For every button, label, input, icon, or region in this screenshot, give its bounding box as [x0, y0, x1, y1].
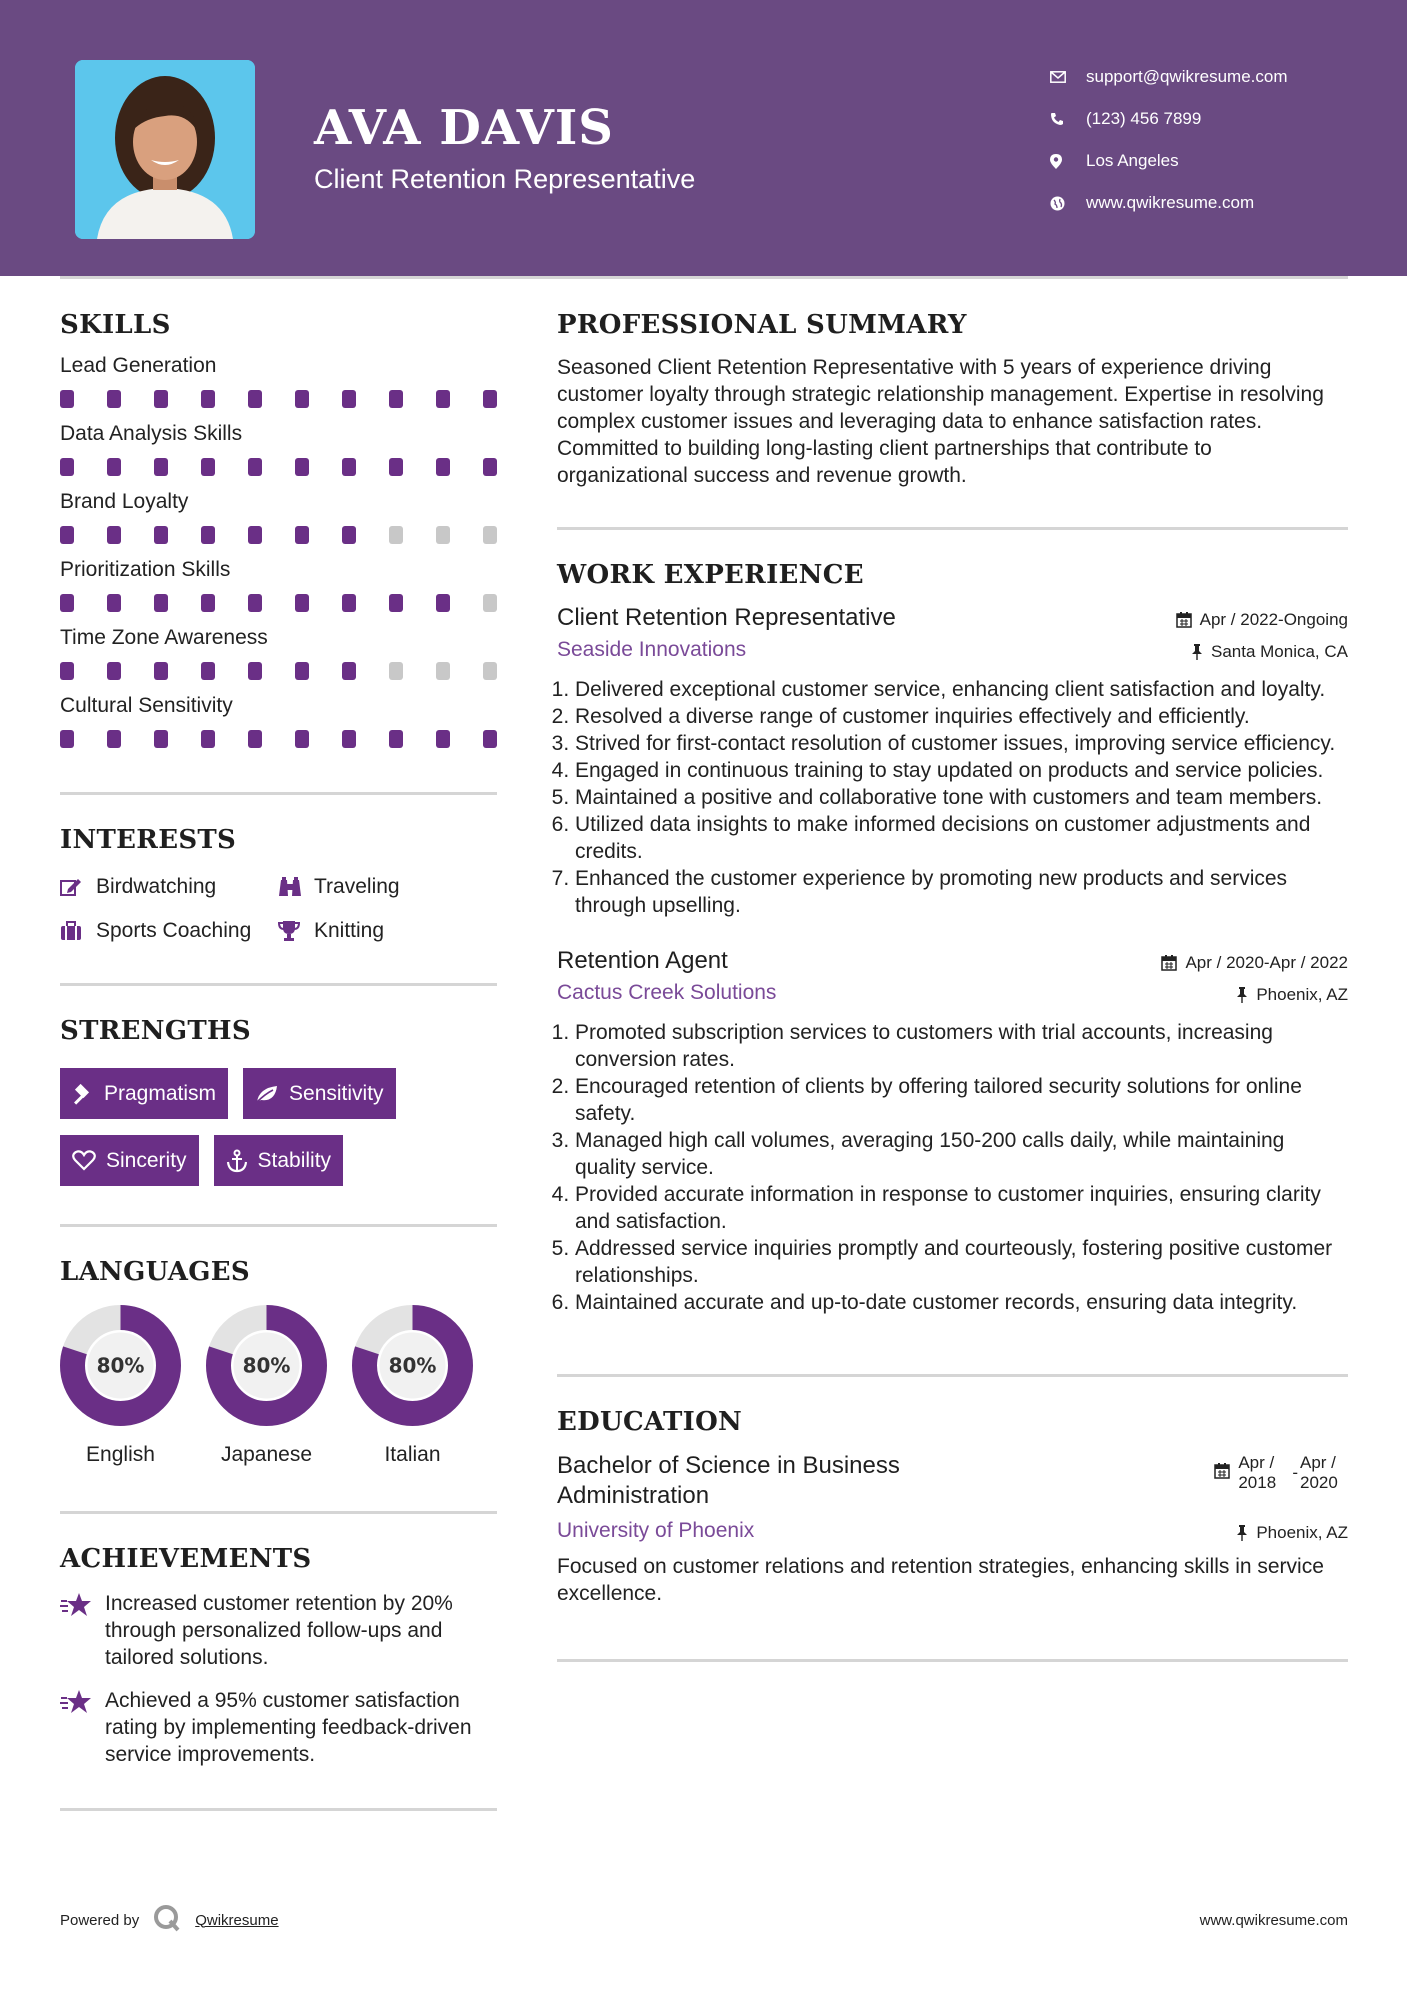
- education-school: University of Phoenix: [557, 1519, 755, 1542]
- skill-dot-filled: [201, 730, 215, 748]
- phone-icon: [1050, 112, 1086, 126]
- job-header: [557, 947, 1348, 975]
- skill-rating: [60, 662, 497, 680]
- strength-badge: [60, 1135, 199, 1186]
- skill-dot-filled: [60, 730, 74, 748]
- skill-dot-filled: [295, 458, 309, 476]
- language-progress-ring: [60, 1305, 181, 1426]
- job-bullet: 3. Managed high call volumes, averaging 150-200 calls daily, while maintaining quality service.: [575, 1127, 1348, 1181]
- skill-dot-filled: [154, 526, 168, 544]
- skill-dot-filled: [248, 662, 262, 680]
- map-pin-icon: [1050, 154, 1086, 169]
- job-bullet: 5. Maintained a positive and collaborative tone with customers and team members.: [575, 784, 1348, 811]
- job-company: Seaside Innovations: [557, 638, 747, 661]
- education-location: [1236, 1523, 1348, 1543]
- job-bullet: 6. Utilized data insights to make informed decisions on customer adjustments and credits.: [575, 811, 1348, 865]
- footer: [60, 1898, 1348, 1934]
- job-bullet: 3. Strived for first-contact resolution of customer issues, improving service efficiency.: [575, 730, 1348, 757]
- job-bullet: 6. Maintained accurate and up-to-date customer records, ensuring data integrity.: [575, 1289, 1348, 1316]
- anchor-icon: [226, 1149, 248, 1173]
- pushpin-icon: [1236, 987, 1248, 1003]
- contact-website-text: www.qwikresume.com: [1086, 193, 1255, 212]
- strength-badge: [60, 1068, 228, 1119]
- job-location-text: Phoenix, AZ: [1256, 985, 1348, 1004]
- skills-heading: SKILLS: [60, 310, 171, 340]
- experience-heading: WORK EXPERIENCE: [557, 560, 864, 590]
- skill-dot-filled: [60, 594, 74, 612]
- briefcase-icon: [60, 921, 96, 941]
- interest-label: Traveling: [314, 875, 400, 898]
- pushpin-icon: [1236, 1525, 1248, 1541]
- powered-by: [60, 1904, 279, 1936]
- contact-phone-text: (123) 456 7899: [1086, 109, 1202, 128]
- strength-label: Stability: [257, 1148, 332, 1172]
- skill-dot-filled: [107, 730, 121, 748]
- skill-dot-filled: [342, 662, 356, 680]
- section-divider: [60, 1224, 497, 1227]
- skill-dot-filled: [342, 526, 356, 544]
- contact-phone[interactable]: [1050, 98, 1370, 140]
- job-entry: [557, 947, 1348, 1316]
- section-divider: [557, 1374, 1348, 1377]
- star-icon: [60, 1590, 105, 1671]
- job-bullet: 7. Enhanced the customer experience by promoting new products and services through upselling.: [575, 865, 1348, 919]
- languages-heading: LANGUAGES: [60, 1257, 250, 1287]
- language-progress-ring: [352, 1305, 473, 1426]
- language-name: English: [86, 1443, 155, 1466]
- star-icon: [60, 1687, 105, 1768]
- skill-dot-filled: [483, 390, 497, 408]
- job-dates: [1161, 953, 1348, 973]
- interests-list: [60, 875, 497, 943]
- skill-dot-filled: [295, 662, 309, 680]
- skill-dot-filled: [107, 390, 121, 408]
- skill-dot-filled: [107, 526, 121, 544]
- education-section: [557, 1407, 1348, 1607]
- skill-dot-filled: [248, 730, 262, 748]
- skill-dot-filled: [342, 458, 356, 476]
- job-header: [557, 604, 1348, 632]
- education-subheader: [557, 1519, 1348, 1543]
- heart-icon: [72, 1150, 96, 1171]
- skill-name: Brand Loyalty: [60, 490, 189, 513]
- qwikresume-logo-icon: [153, 1904, 181, 1936]
- achievement-item: [60, 1590, 497, 1671]
- leaf-icon: [255, 1084, 279, 1104]
- languages-section: [60, 1257, 497, 1467]
- footer-url[interactable]: www.qwikresume.com: [1199, 1912, 1348, 1929]
- job-bullet: 2. Encouraged retention of clients by offering tailored security solutions for online safety.: [575, 1073, 1348, 1127]
- left-column: [60, 310, 497, 1811]
- education-description: Focused on customer relations and retention strategies, enhancing skills in service excellence.: [557, 1555, 1324, 1605]
- strength-badge: [214, 1135, 344, 1186]
- resume-header: [0, 0, 1407, 276]
- job-dates-text: Apr / 2020-Apr / 2022: [1185, 953, 1348, 972]
- interest-label: Birdwatching: [96, 875, 217, 898]
- education-location-text: Phoenix, AZ: [1256, 1523, 1348, 1542]
- language-item: [206, 1305, 327, 1467]
- education-date-separator: -: [1292, 1463, 1298, 1482]
- calendar-icon: [1161, 955, 1177, 971]
- job-subheader: [557, 981, 1348, 1005]
- skill-dot-filled: [107, 594, 121, 612]
- skill-dot-filled: [295, 526, 309, 544]
- achievements-section: [60, 1544, 497, 1768]
- languages-list: [60, 1305, 497, 1467]
- achievement-item: [60, 1687, 497, 1768]
- interest-item: [278, 919, 496, 943]
- strengths-list: [60, 1068, 497, 1186]
- skill-name: Lead Generation: [60, 354, 217, 377]
- skill-dot-empty: [436, 662, 450, 680]
- skill-dot-filled: [107, 458, 121, 476]
- skill-dot-filled: [248, 594, 262, 612]
- job-bullet: 1. Delivered exceptional customer service, enhancing client satisfaction and loyalty.: [575, 676, 1348, 703]
- job-bullet: 2. Resolved a diverse range of customer inquiries effectively and efficiently.: [575, 703, 1348, 730]
- skill-dot-filled: [295, 390, 309, 408]
- skill-rating: [60, 458, 497, 476]
- skill-dot-filled: [295, 594, 309, 612]
- skill-dot-filled: [389, 390, 403, 408]
- achievement-text: Achieved a 95% customer satisfaction rating by implementing feedback-driven service improvements.: [105, 1689, 472, 1766]
- gavel-icon: [72, 1083, 94, 1105]
- strength-badge: [243, 1068, 396, 1119]
- skill-rating: [60, 390, 497, 408]
- brand-link[interactable]: Qwikresume: [195, 1911, 279, 1929]
- education-dates: [1214, 1453, 1348, 1493]
- job-dates-text: Apr / 2022-Ongoing: [1199, 610, 1348, 629]
- skill-dot-filled: [201, 594, 215, 612]
- edit-icon: [60, 877, 96, 897]
- job-bullet: 4. Provided accurate information in response to customer inquiries, ensuring clarity and satisfaction.: [575, 1181, 1348, 1235]
- job-entry: [557, 604, 1348, 919]
- skill-name: Data Analysis Skills: [60, 422, 243, 445]
- language-item: [60, 1305, 181, 1467]
- strength-label: Sincerity: [106, 1148, 187, 1172]
- interest-label: Knitting: [314, 919, 385, 942]
- section-divider: [557, 527, 1348, 530]
- job-title: Client Retention Representative: [557, 604, 896, 631]
- language-percent: 80%: [96, 1353, 145, 1378]
- pushpin-icon: [1191, 644, 1203, 660]
- language-percent: 80%: [242, 1353, 291, 1378]
- trophy-icon: [278, 920, 314, 942]
- skill-dot-filled: [342, 730, 356, 748]
- contact-email[interactable]: [1050, 56, 1370, 98]
- skill-dot-filled: [201, 662, 215, 680]
- job-title: Retention Agent: [557, 947, 728, 974]
- education-degree: Bachelor of Science in Business Administration: [557, 1452, 900, 1509]
- strength-label: Sensitivity: [289, 1081, 384, 1105]
- summary-text: Seasoned Client Retention Representative with 5 years of experience driving customer loyalty through strategic relationship management. Expertise in resolving complex customer issues and leveraging data to enhance satisfaction rates. Committed to building long-lasting client partnerships that contribute to organizational success and revenue growth.: [557, 356, 1324, 487]
- job-bullets: [557, 676, 1348, 919]
- interest-item: [60, 919, 278, 943]
- job-bullet: 1. Promoted subscription services to customers with trial accounts, increasing conversion rates.: [575, 1019, 1348, 1073]
- job-company: Cactus Creek Solutions: [557, 981, 777, 1004]
- skill-dot-empty: [483, 526, 497, 544]
- skill-dot-filled: [60, 390, 74, 408]
- section-divider: [60, 792, 497, 795]
- skill-dot-filled: [436, 594, 450, 612]
- skill-dot-filled: [295, 730, 309, 748]
- skill-dot-filled: [154, 458, 168, 476]
- contact-location-text: Los Angeles: [1086, 151, 1179, 170]
- job-location-text: Santa Monica, CA: [1210, 642, 1348, 661]
- job-bullet: 4. Engaged in continuous training to stay updated on products and service policies.: [575, 757, 1348, 784]
- right-column: [557, 310, 1348, 1662]
- language-item: [352, 1305, 473, 1467]
- contact-list: [1050, 56, 1370, 224]
- section-divider: [60, 1808, 497, 1811]
- experience-section: [557, 560, 1348, 1316]
- skill-name: Time Zone Awareness: [60, 626, 268, 649]
- language-name: Italian: [384, 1443, 441, 1466]
- contact-email-text: support@qwikresume.com: [1086, 67, 1288, 86]
- profile-photo: [75, 60, 255, 239]
- calendar-icon: [1176, 612, 1192, 628]
- envelope-icon: [1050, 71, 1086, 83]
- skill-dot-empty: [483, 662, 497, 680]
- skill-dot-filled: [436, 730, 450, 748]
- skill-dot-filled: [436, 390, 450, 408]
- skill-dot-filled: [60, 662, 74, 680]
- skill-dot-filled: [154, 662, 168, 680]
- skill-dot-filled: [60, 526, 74, 544]
- skill-dot-filled: [483, 730, 497, 748]
- job-location: [1236, 985, 1348, 1005]
- skill-dot-filled: [154, 730, 168, 748]
- skill-dot-empty: [389, 526, 403, 544]
- skill-name: Cultural Sensitivity: [60, 694, 233, 717]
- candidate-name: AVA DAVIS: [314, 100, 614, 156]
- language-progress-ring: [206, 1305, 327, 1426]
- interests-heading: INTERESTS: [60, 825, 237, 855]
- section-divider: [557, 1659, 1348, 1662]
- skill-dot-filled: [154, 390, 168, 408]
- skill-dot-filled: [436, 458, 450, 476]
- job-subheader: [557, 638, 1348, 662]
- section-divider: [60, 1511, 497, 1514]
- skills-list: [60, 354, 497, 748]
- skill-dot-filled: [60, 458, 74, 476]
- language-percent: 80%: [388, 1353, 437, 1378]
- skill-dot-filled: [248, 526, 262, 544]
- interests-section: [60, 825, 497, 943]
- achievement-text: Increased customer retention by 20% through personalized follow-ups and tailored solutions.: [105, 1592, 453, 1669]
- strengths-heading: STRENGTHS: [60, 1016, 251, 1046]
- education-start: Apr / 2018: [1238, 1453, 1277, 1492]
- skill-dot-filled: [154, 594, 168, 612]
- skill-name: Prioritization Skills: [60, 558, 231, 581]
- skill-dot-filled: [201, 458, 215, 476]
- skill-dot-filled: [389, 594, 403, 612]
- interest-label: Sports Coaching: [96, 919, 252, 942]
- skill-rating: [60, 526, 497, 544]
- powered-by-text: Powered by: [60, 1911, 140, 1929]
- summary-section: [557, 310, 1348, 489]
- skill-dot-filled: [248, 458, 262, 476]
- job-bullet: 5. Addressed service inquiries promptly and courteously, fostering positive customer relationships.: [575, 1235, 1348, 1289]
- skill-dot-filled: [248, 390, 262, 408]
- skill-dot-filled: [201, 390, 215, 408]
- skill-dot-filled: [483, 458, 497, 476]
- strength-label: Pragmatism: [104, 1081, 217, 1105]
- job-location: [1191, 642, 1348, 662]
- skills-section: [60, 310, 497, 748]
- skill-dot-empty: [483, 594, 497, 612]
- skill-rating: [60, 594, 497, 612]
- skill-dot-filled: [107, 662, 121, 680]
- job-bullets: [557, 1019, 1348, 1316]
- skill-dot-filled: [389, 458, 403, 476]
- education-end: Apr / 2020: [1300, 1453, 1338, 1492]
- job-dates: [1176, 610, 1348, 630]
- candidate-title: Client Retention Representative: [314, 164, 696, 194]
- binoculars-icon: [278, 876, 314, 898]
- skill-dot-empty: [389, 662, 403, 680]
- education-header: [557, 1451, 1348, 1511]
- skill-rating: [60, 730, 497, 748]
- contact-website[interactable]: [1050, 182, 1370, 224]
- globe-icon: [1050, 196, 1086, 211]
- calendar-icon: [1214, 1463, 1230, 1479]
- interest-item: [278, 875, 496, 899]
- skill-dot-empty: [436, 526, 450, 544]
- skill-dot-filled: [342, 390, 356, 408]
- section-divider: [60, 983, 497, 986]
- language-name: Japanese: [220, 1443, 313, 1466]
- contact-location: [1050, 140, 1370, 182]
- strengths-section: [60, 1016, 497, 1186]
- interest-item: [60, 875, 278, 899]
- skill-dot-filled: [342, 594, 356, 612]
- summary-heading: PROFESSIONAL SUMMARY: [557, 310, 967, 340]
- skill-dot-filled: [201, 526, 215, 544]
- skill-dot-filled: [389, 730, 403, 748]
- achievements-heading: ACHIEVEMENTS: [60, 1544, 312, 1574]
- header-divider: [60, 276, 1348, 279]
- education-heading: EDUCATION: [557, 1407, 743, 1437]
